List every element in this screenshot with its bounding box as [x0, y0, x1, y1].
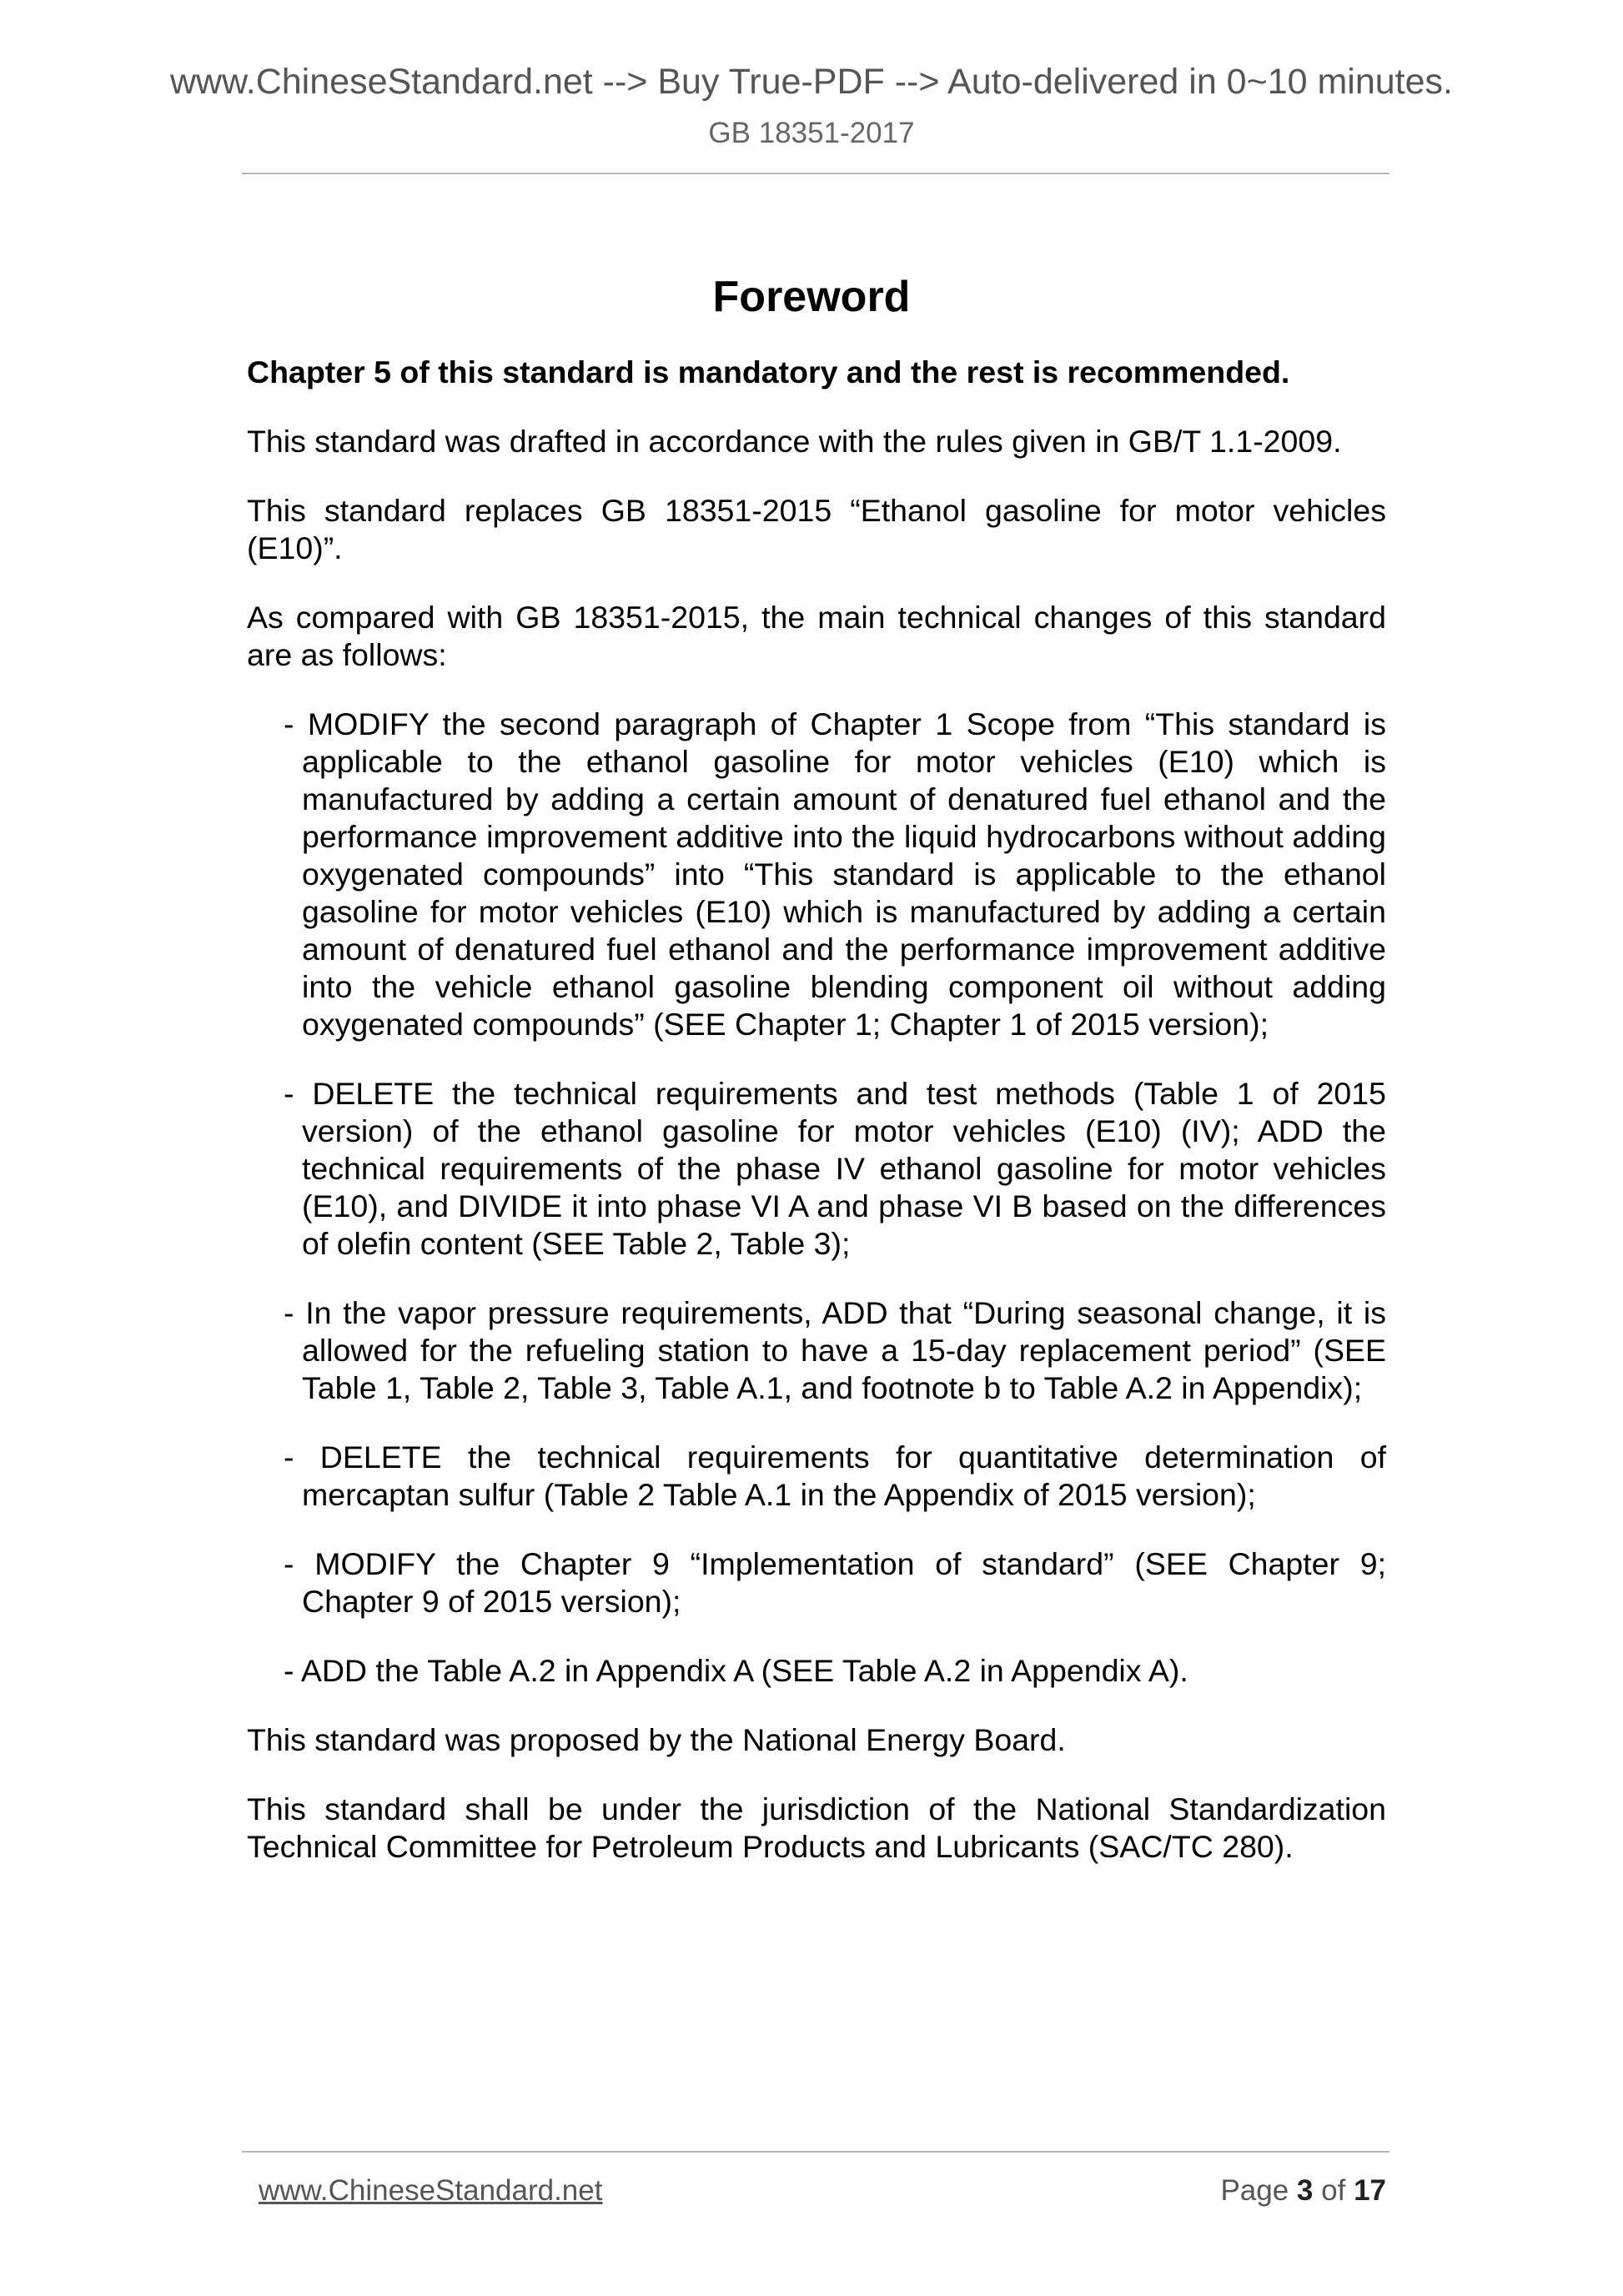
- footer-divider: [242, 2151, 1389, 2153]
- document-body: [247, 354, 1386, 1897]
- page-total: 17: [1354, 2174, 1386, 2207]
- change-item-table-a2: - ADD the Table A.2 in Appendix A (SEE Table A.2 in Appendix A).: [284, 1653, 1188, 1688]
- header-divider: [242, 173, 1389, 174]
- drafting-rules-paragraph: This standard was drafted in accordance with the rules given in GB/T 1.1-2009.: [247, 424, 1342, 459]
- proposer-paragraph: This standard was proposed by the National Energy Board.: [247, 1722, 1066, 1757]
- page-title: Foreword: [712, 273, 911, 321]
- header-banner: www.ChineseStandard.net --> Buy True-PDF --> Auto-delivered in 0~10 minutes.: [169, 62, 1453, 102]
- footer-website-link[interactable]: www.ChineseStandard.net: [259, 2174, 603, 2207]
- page-number: [1220, 2174, 1386, 2208]
- jurisdiction-paragraph: This standard shall be under the jurisdiction of the National Standardization Technical Committee for Petroleum Products and Lubricants (SAC/TC 280).: [247, 1791, 1386, 1864]
- replacement-paragraph: This standard replaces GB 18351-2015 “Ethanol gasoline for motor vehicles (E10)”.: [247, 493, 1386, 565]
- change-item-mercaptan-sulfur: - DELETE the technical requirements for quantitative determination of mercaptan sulfur (Table 2 Table A.1 in the Appendix of 2015 version);: [284, 1439, 1386, 1512]
- page-word: Page: [1220, 2174, 1289, 2207]
- header-standard-number: GB 18351-2017: [708, 117, 915, 149]
- change-item-vapor-pressure: - In the vapor pressure requirements, ADD that “During seasonal change, it is allowed for the refueling station to have a 15-day replacement period” (SEE Table 1, Table 2, Table 3, Table A.1, and footnote b to Table A.2 in Appendix);: [284, 1295, 1386, 1405]
- changes-intro-paragraph: As compared with GB 18351-2015, the main technical changes of this standard are as follows:: [247, 600, 1386, 672]
- change-item-scope: - MODIFY the second paragraph of Chapter 1 Scope from “This standard is applicable to the ethanol gasoline for motor vehicles (E10) which is manufactured by adding a certain amount of denatured fuel ethanol and the performance improvement additive into the liquid hydrocarbons without adding oxygenated compounds” into “This standard is applicable to the ethanol gasoline for motor vehicles (E10) which is manufactured by adding a certain amount of denatured fuel ethanol and the performance improvement additive into the vehicle ethanol gasoline blending component oil without adding oxygenated compounds” (SEE Chapter 1; Chapter 1 of 2015 version);: [284, 706, 1386, 1042]
- change-item-technical-requirements: - DELETE the technical requirements and test methods (Table 1 of 2015 version) of the ethanol gasoline for motor vehicles (E10) (IV); ADD the technical requirements of the phase IV ethanol gasoline for motor vehicles (E10), and DIVIDE it into phase VI A and phase VI B based on the differences of olefin content (SEE Table 2, Table 3);: [284, 1076, 1386, 1261]
- page-of-word: of: [1321, 2174, 1346, 2207]
- changes-list: [247, 706, 1386, 1690]
- mandatory-statement: Chapter 5 of this standard is mandatory and the rest is recommended.: [247, 354, 1290, 389]
- change-item-implementation: - MODIFY the Chapter 9 “Implementation of standard” (SEE Chapter 9; Chapter 9 of 2015 version);: [284, 1546, 1386, 1619]
- page-current: 3: [1296, 2174, 1314, 2207]
